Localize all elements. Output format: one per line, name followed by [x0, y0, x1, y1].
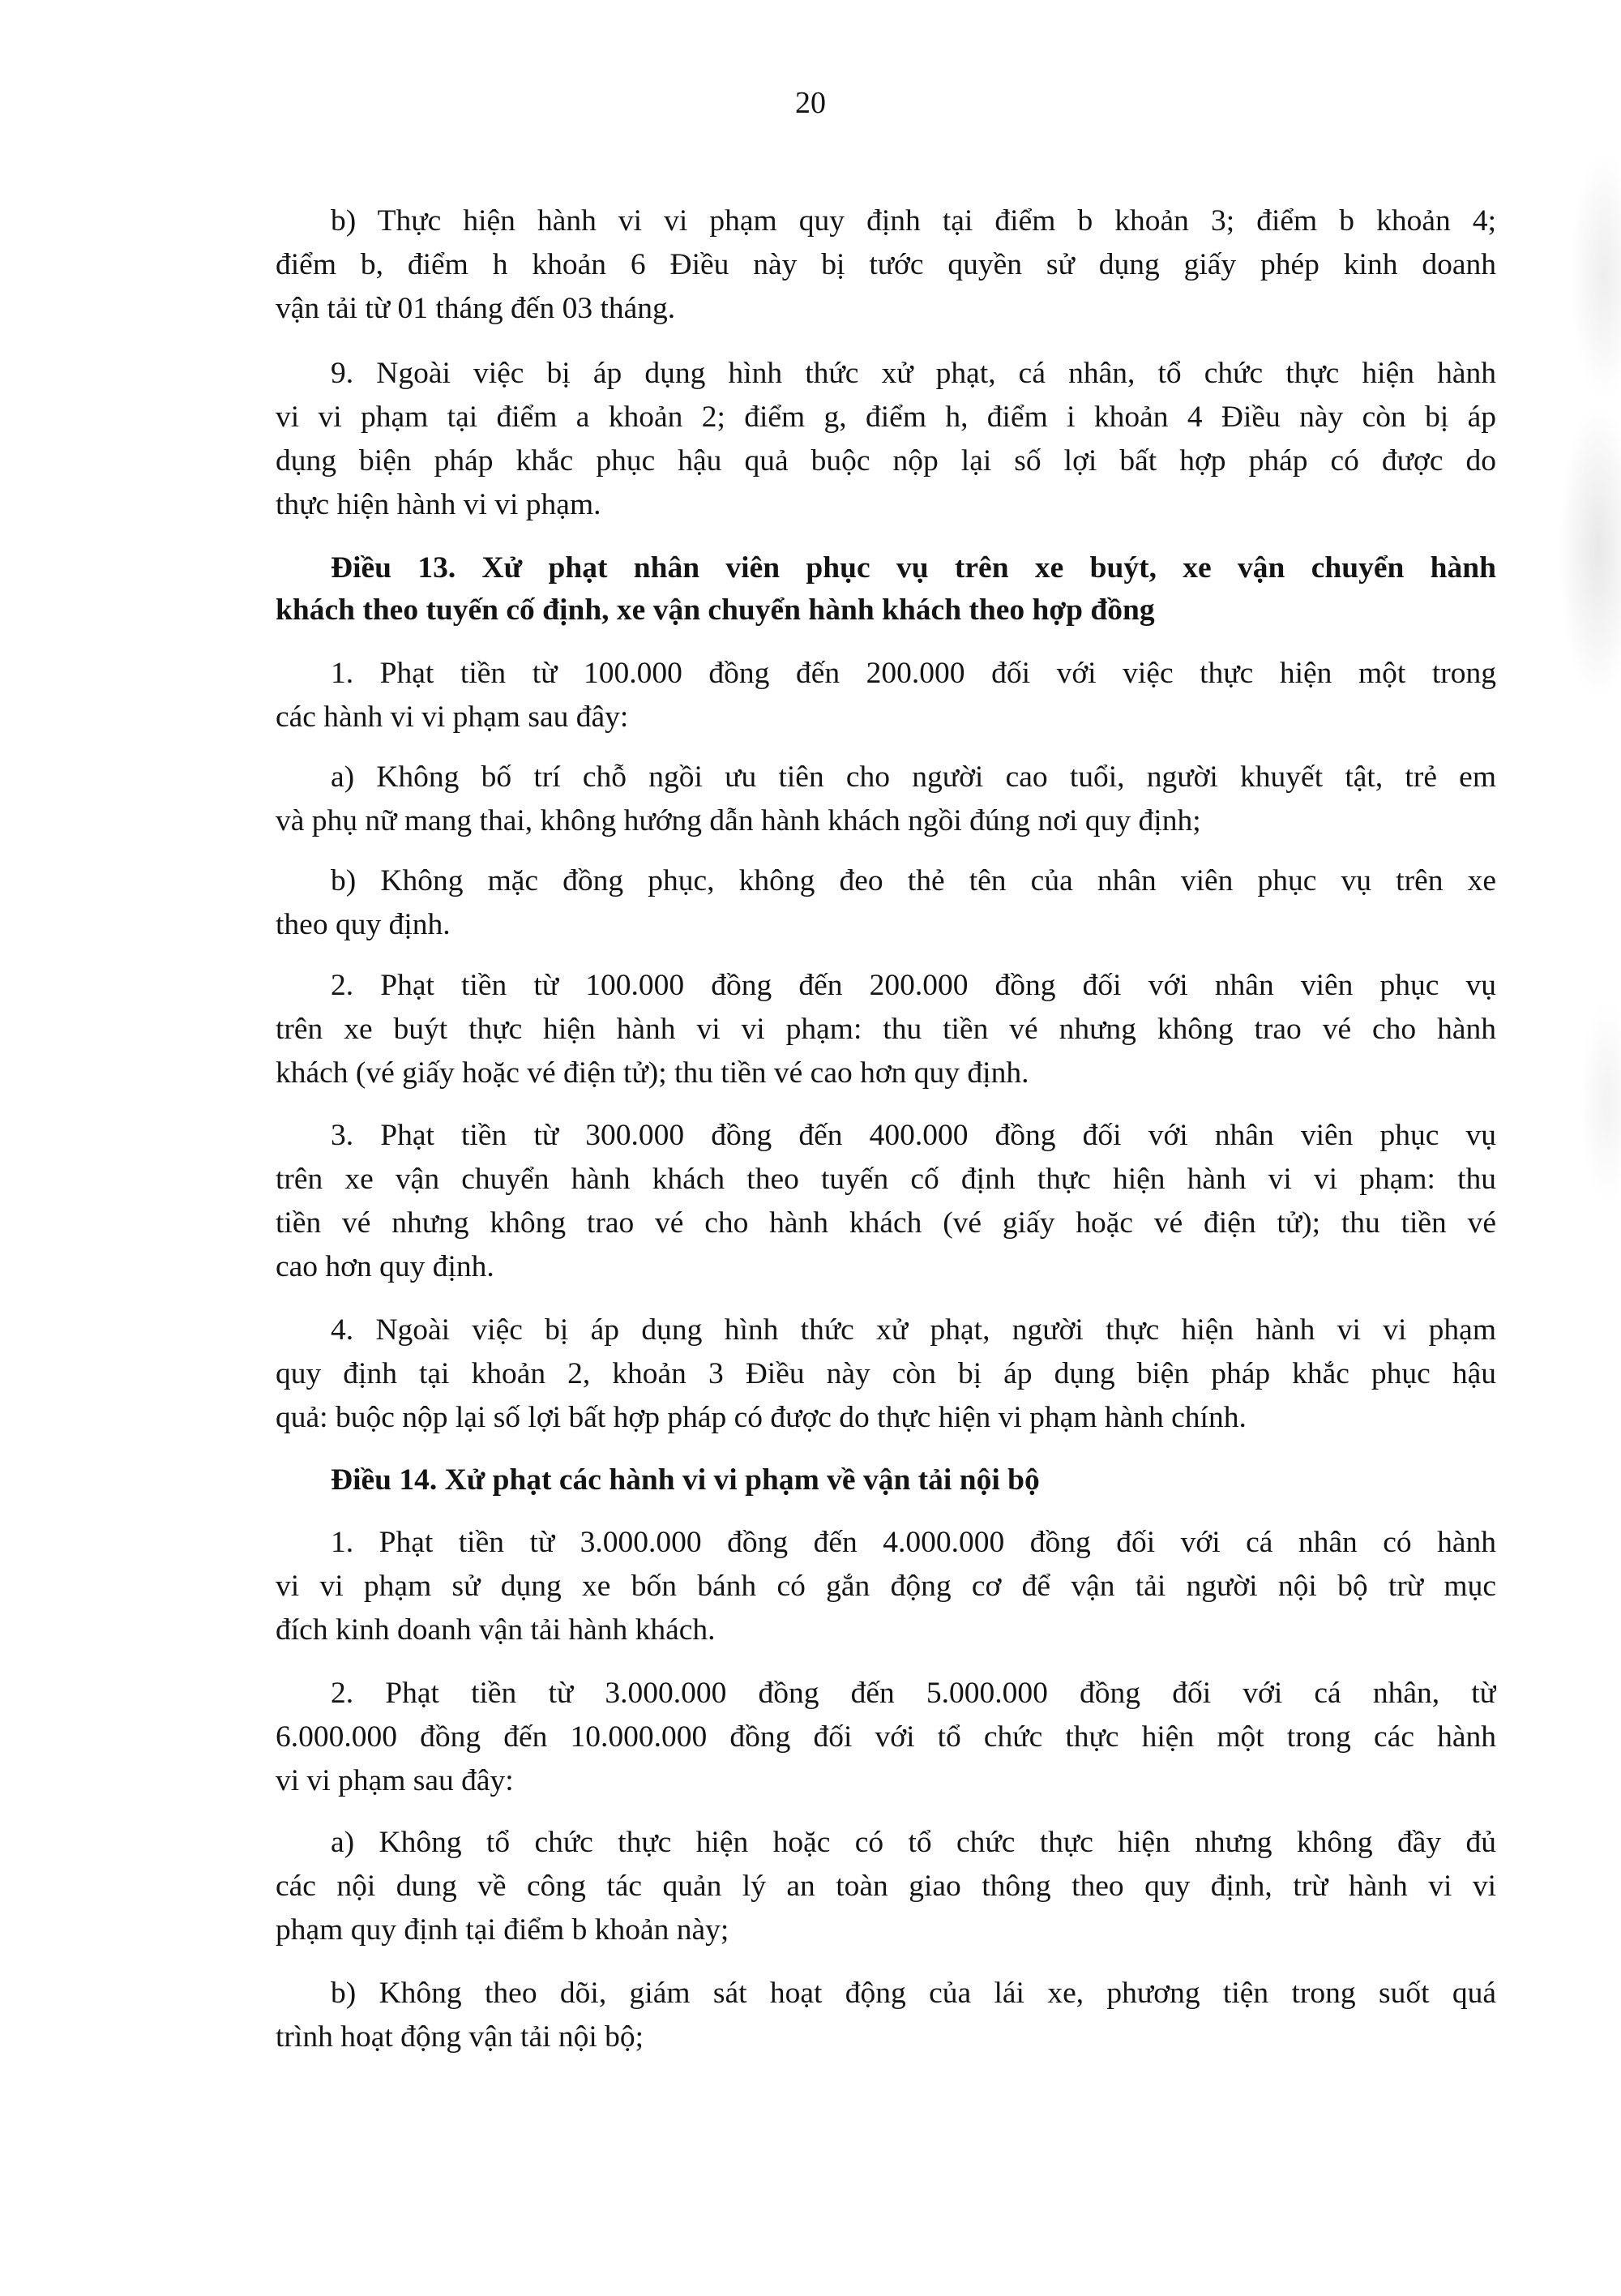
text-line: vận tải từ 01 tháng đến 03 tháng. — [276, 292, 676, 325]
text-line: vi vi phạm sử dụng xe bốn bánh có gắn động cơ để vận tải người nội bộ trừ mục — [276, 1570, 1496, 1603]
text-line: 2. Phạt tiền từ 100.000 đồng đến 200.000 đồng đối với nhân viên phục vụ — [331, 969, 1496, 1002]
text-line: cao hơn quy định. — [276, 1250, 494, 1283]
text-line: vi vi phạm tại điểm a khoản 2; điểm g, điểm h, điểm i khoản 4 Điều này còn bị áp — [276, 401, 1496, 434]
text-line: 9. Ngoài việc bị áp dụng hình thức xử phạt, cá nhân, tổ chức thực hiện hành — [331, 357, 1496, 390]
text-line: điểm b, điểm h khoản 6 Điều này bị tước quyền sử dụng giấy phép kinh doanh — [276, 248, 1496, 281]
text-line: 1. Phạt tiền từ 100.000 đồng đến 200.000 đối với việc thực hiện một trong — [331, 657, 1496, 690]
text-line: và phụ nữ mang thai, không hướng dẫn hành khách ngồi đúng nơi quy định; — [276, 804, 1201, 837]
text-line: trên xe vận chuyển hành khách theo tuyến cố định thực hiện hành vi vi phạm: thu — [276, 1163, 1496, 1196]
text-line: trên xe buýt thực hiện hành vi vi phạm: thu tiền vé nhưng không trao vé cho hành — [276, 1013, 1496, 1046]
page-number: 20 — [795, 86, 826, 120]
text-line: tiền vé nhưng không trao vé cho hành khách (vé giấy hoặc vé điện tử); thu tiền vé — [276, 1206, 1496, 1240]
text-line: các hành vi vi phạm sau đây: — [276, 700, 629, 734]
text-line: b) Không theo dõi, giám sát hoạt động của lái xe, phương tiện trong suốt quá — [331, 1977, 1496, 2010]
heading-line: Điều 13. Xử phạt nhân viên phục vụ trên xe buýt, xe vận chuyển hành — [331, 551, 1496, 585]
text-line: theo quy định. — [276, 908, 451, 941]
text-line: các nội dung về công tác quản lý an toàn giao thông theo quy định, trừ hành vi vi — [276, 1870, 1496, 1903]
text-line: 3. Phạt tiền từ 300.000 đồng đến 400.000 đồng đối với nhân viên phục vụ — [331, 1119, 1496, 1152]
text-line: quy định tại khoản 2, khoản 3 Điều này còn bị áp dụng biện pháp khắc phục hậu — [276, 1357, 1496, 1390]
text-line: phạm quy định tại điểm b khoản này; — [276, 1913, 729, 1947]
text-line: dụng biện pháp khắc phục hậu quả buộc nộp lại số lợi bất hợp pháp có được do — [276, 444, 1496, 478]
text-line: 2. Phạt tiền từ 3.000.000 đồng đến 5.000.000 đồng đối với cá nhân, từ — [331, 1677, 1496, 1710]
text-line: b) Không mặc đồng phục, không đeo thẻ tên của nhân viên phục vụ trên xe — [331, 864, 1496, 897]
text-line: a) Không tổ chức thực hiện hoặc có tổ chức thực hiện nhưng không đầy đủ — [331, 1826, 1496, 1859]
text-line: quả: buộc nộp lại số lợi bất hợp pháp có được do thực hiện vi phạm hành chính. — [276, 1401, 1247, 1434]
text-line: trình hoạt động vận tải nội bộ; — [276, 2020, 644, 2054]
text-line: a) Không bố trí chỗ ngồi ưu tiên cho người cao tuổi, người khuyết tật, trẻ em — [331, 760, 1496, 794]
text-line: vi vi phạm sau đây: — [276, 1764, 514, 1797]
scan-artifact — [1508, 0, 1621, 2296]
text-line: khách (vé giấy hoặc vé điện tử); thu tiền vé cao hơn quy định. — [276, 1056, 1029, 1090]
text-line: 6.000.000 đồng đến 10.000.000 đồng đối với tổ chức thực hiện một trong các hành — [276, 1720, 1496, 1754]
heading-line: khách theo tuyến cố định, xe vận chuyển hành khách theo hợp đồng — [276, 593, 1155, 627]
text-line: b) Thực hiện hành vi vi phạm quy định tại điểm b khoản 3; điểm b khoản 4; — [331, 204, 1496, 238]
text-line: thực hiện hành vi vi phạm. — [276, 488, 601, 521]
text-line: đích kinh doanh vận tải hành khách. — [276, 1613, 716, 1647]
text-line: 1. Phạt tiền từ 3.000.000 đồng đến 4.000.000 đồng đối với cá nhân có hành — [331, 1526, 1496, 1559]
text-line: 4. Ngoài việc bị áp dụng hình thức xử phạt, người thực hiện hành vi vi phạm — [331, 1313, 1496, 1347]
heading-line: Điều 14. Xử phạt các hành vi vi phạm về vận tải nội bộ — [331, 1463, 1040, 1497]
